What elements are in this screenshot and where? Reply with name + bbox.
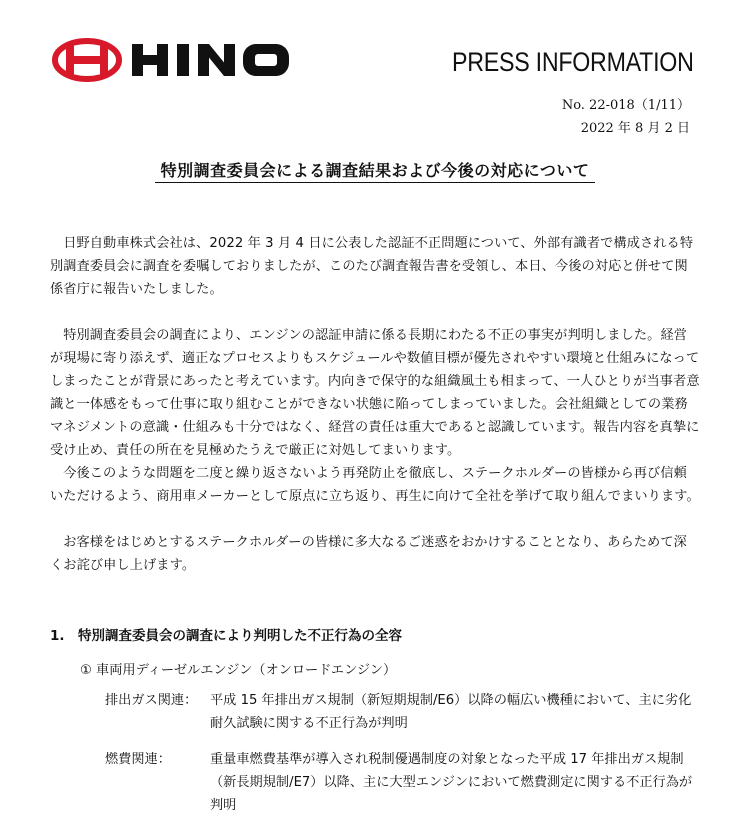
- document-meta: [562, 94, 690, 140]
- section-number: 1.: [50, 628, 65, 644]
- page-title: [0, 158, 750, 181]
- header: [0, 0, 750, 100]
- document-date: 2022 年 8 月 2 日: [580, 121, 690, 136]
- paragraph: 日野自動車株式会社は、2022 年 3 月 4 日に公表した認証不正問題について、外部有識者で構成される特別調査委員会に調査を委嘱しておりましたが、このたび調査報告書を受領し、本日、今後の対応と併せて関係省庁に報告いたしました。: [50, 236, 694, 297]
- subsection-heading: ① 車両用ディーゼルエンジン（オンロードエンジン）: [80, 663, 397, 678]
- paragraph: お客様をはじめとするステークホルダーの皆様に多大なるご迷惑をおかけすることとなり、あらためて深くお詫び申し上げます。: [50, 535, 687, 573]
- section-title: 特別調査委員会の調査により判明した不正行為の全容: [78, 628, 402, 644]
- body-text: [50, 232, 700, 577]
- item-label: 燃費関連：: [105, 752, 171, 767]
- item-label: 排出ガス関連：: [105, 693, 198, 708]
- hino-wordmark: [132, 44, 289, 76]
- press-information-label: PRESS INFORMATION: [452, 47, 694, 77]
- paragraph: 特別調査委員会の調査により、エンジンの認証申請に係る長期にわたる不正の事実が判明しました。経営が現場に寄り添えず、適正なプロセスよりもスケジュールや数値目標が優先されやすい環境と仕組みになってしまったことが背景にあったと考えています。内向きで保守的な組織風土も相まって、一人ひとりが当事者意識と一体感をもって仕事に取り組むことができない状態に陥ってしまっていました。会社組織としての業務マネジメントの意識・仕組みも十分ではなく、経営の責任は重大であると認識しています。報告内容を真摯に受け止め、責任の所在を見極めたうえで厳正に対処してまいります。: [50, 328, 700, 458]
- document-number: No. 22-018（1/11）: [561, 98, 690, 113]
- page-title-text: 特別調査委員会による調査結果および今後の対応について: [155, 161, 596, 183]
- item-text: 重量車燃費基準が導入され税制優遇制度の対象となった平成 17 年排出ガス規制（新長期規制/E7）以降、主に大型エンジンにおいて燃費測定に関する不正行為が判明: [210, 752, 693, 813]
- hino-logo: [52, 38, 292, 82]
- item-text: 平成 15 年排出ガス規制（新短期規制/E6）以降の幅広い機種において、主に劣化耐久試験に関する不正行為が判明: [210, 693, 692, 731]
- hino-emblem-icon: [55, 41, 119, 79]
- section-heading: [50, 624, 402, 644]
- paragraph: 今後このような問題を二度と繰り返さないよう再発防止を徹底し、ステークホルダーの皆様から再び信頼いただけるよう、商用車メーカーとして原点に立ち返り、再生に向けて全社を挙げて取り組んでまいります。: [50, 466, 700, 504]
